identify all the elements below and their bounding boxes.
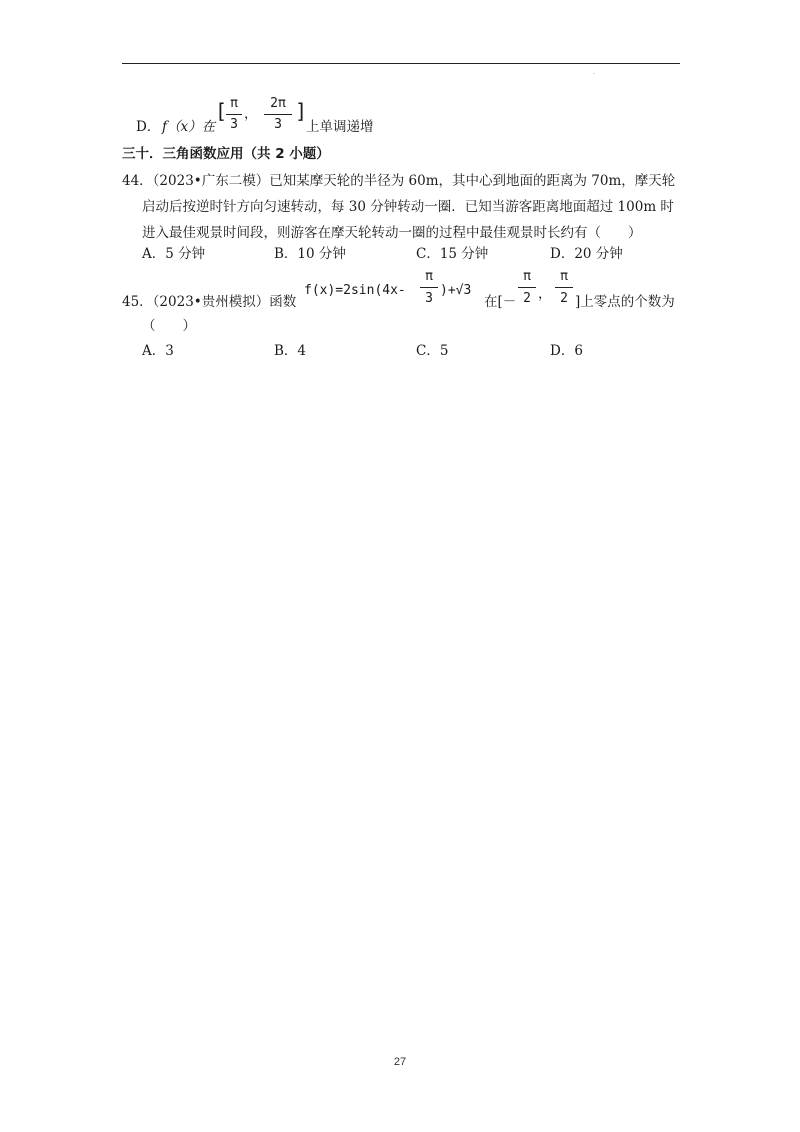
q43-option-d-prefix: D． bbox=[136, 119, 161, 135]
q45-int-frac2-denominator: 2 bbox=[560, 291, 568, 306]
q44-option-c: C．15 分钟 bbox=[416, 246, 489, 262]
q44-line3: 进入最佳观景时间段，则游客在摩天轮转动一圈的过程中最佳观景时长约有（ ） bbox=[142, 225, 642, 241]
q43-option-d-fx: f（x）在 bbox=[162, 119, 216, 135]
q43-frac2-numerator: 2π bbox=[270, 96, 286, 111]
q45-int-frac2-bar bbox=[555, 287, 573, 288]
q43-frac1-bar bbox=[226, 114, 242, 115]
q43-option-d-suffix: 上单调递增 bbox=[306, 119, 374, 135]
q43-frac1-numerator: π bbox=[230, 96, 238, 111]
header-rule bbox=[122, 63, 680, 64]
q44-option-a: A．5 分钟 bbox=[142, 246, 206, 262]
q45-option-a: A．3 bbox=[142, 343, 174, 359]
q44-option-d: D．20 分钟 bbox=[550, 246, 623, 262]
q45-lead: 45．（2023•贵州模拟）函数 bbox=[122, 294, 297, 310]
q45-formula-part1: f(x)=2sin(4x- bbox=[304, 283, 406, 298]
q45-int-frac1-bar bbox=[518, 287, 536, 288]
q45-formula-frac-numerator: π bbox=[425, 269, 433, 284]
q45-int-frac1-denominator: 2 bbox=[523, 291, 531, 306]
q43-frac2-denominator: 3 bbox=[274, 117, 282, 132]
q45-formula-frac-denominator: 3 bbox=[425, 291, 433, 306]
q43-comma: ， bbox=[244, 106, 258, 122]
header-dot: . bbox=[593, 69, 595, 76]
q43-frac2-bar bbox=[264, 114, 292, 115]
section-title: 三十．三角函数应用（共 2 小题） bbox=[122, 146, 330, 162]
q45-answer-paren: （ ） bbox=[142, 318, 196, 334]
q45-int-frac2-numerator: π bbox=[560, 269, 568, 284]
q45-interval-prefix: 在[－ bbox=[484, 294, 517, 310]
q43-left-bracket: [ bbox=[215, 99, 228, 123]
q45-option-d: D．6 bbox=[550, 343, 583, 359]
q45-int-comma: ， bbox=[538, 286, 552, 302]
q43-frac1-denominator: 3 bbox=[230, 117, 238, 132]
q44-line2: 启动后按逆时针方向匀速转动，每 30 分钟转动一圈．已知当游客距离地面超过 100m 时 bbox=[142, 199, 674, 215]
q45-int-frac1-numerator: π bbox=[523, 269, 531, 284]
q45-interval-suffix: ]上零点的个数为 bbox=[575, 294, 675, 310]
q45-formula-part2: )+√3 bbox=[440, 283, 472, 298]
q44-option-b: B．10 分钟 bbox=[274, 246, 346, 262]
q45-option-b: B．4 bbox=[274, 343, 307, 359]
q44-line1: 44．（2023•广东二模）已知某摩天轮的半径为 60m，其中心到地面的距离为 70m，摩天轮 bbox=[122, 173, 676, 189]
q45-formula-frac-bar bbox=[420, 287, 438, 288]
q45-option-c: C．5 bbox=[416, 343, 449, 359]
q43-right-bracket: ] bbox=[295, 99, 308, 123]
page-number: 27 bbox=[393, 1056, 407, 1068]
